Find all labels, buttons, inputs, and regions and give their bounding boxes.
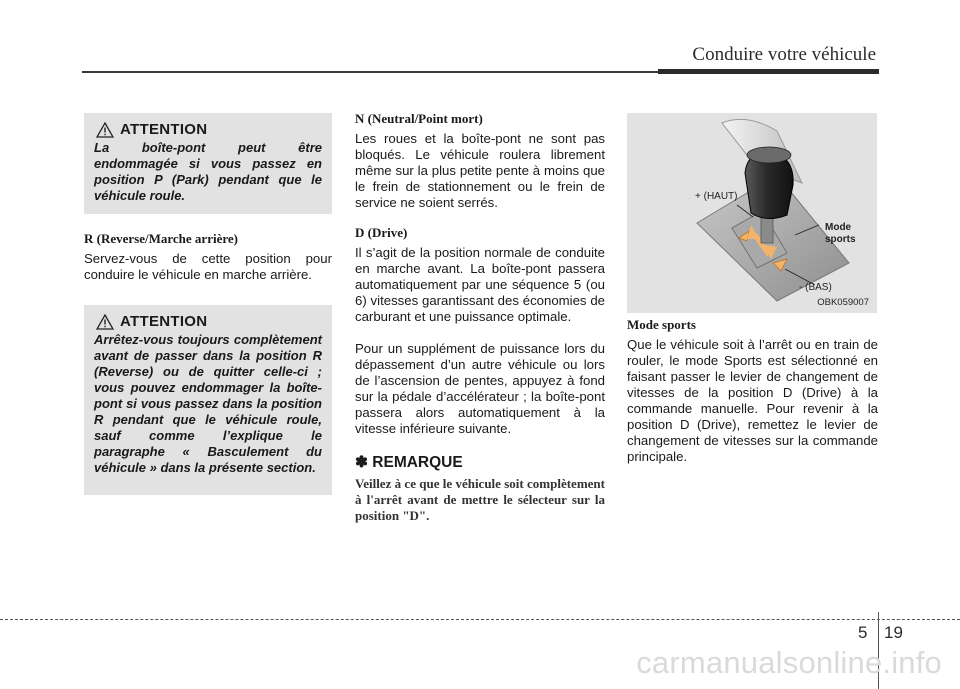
gear-shift-illustration <box>627 113 877 313</box>
attention-title: ATTENTION <box>120 313 208 330</box>
figure-code: OBK059007 <box>817 297 869 308</box>
warning-icon <box>96 122 114 138</box>
attention-title: ATTENTION <box>120 121 208 138</box>
neutral-heading: N (Neutral/Point mort) <box>355 111 483 126</box>
attention-text: La boîte-pont peut être endommagée si vous passez en position P (Park) pendant que le véhicule roule. <box>94 140 322 203</box>
chapter-number: 5 <box>858 623 868 642</box>
attention-box-park <box>84 113 332 214</box>
label-mode: Mode <box>825 222 852 233</box>
sport-text: Que le véhicule soit à l’arrêt ou en train de rouler, le mode Sports est sélectionné en faisant passer le levier de changement de vitesses de la position D (Drive) à la commande manuelle. Pour revenir à la position D (Drive), remettez le levier de changement de vitesses sur la commande principale. <box>627 337 878 464</box>
label-down: - (BAS) <box>799 282 832 293</box>
footer-rule <box>0 619 960 620</box>
left-column <box>84 113 332 495</box>
right-column <box>627 317 878 465</box>
neutral-text: Les roues et la boîte-pont ne sont pas bloqués. Le véhicule roulera librement même sur la plus petite pente à moins que le frein de stationnement ou le frein de service ne soient serrés. <box>355 131 605 210</box>
middle-column <box>355 111 605 524</box>
remark-text: Veillez à ce que le véhicule soit complètement à l'arrêt avant de mettre le sélecteur sur la position "D". <box>355 476 605 523</box>
label-sports: sports <box>825 234 856 245</box>
watermark: carmanualsonline.info <box>636 645 942 680</box>
shift-lever-drawing <box>627 113 877 313</box>
reverse-text: Servez-vous de cette position pour conduire le véhicule en marche arrière. <box>84 251 332 282</box>
warning-icon <box>96 314 114 330</box>
attention-header <box>96 121 324 138</box>
drive-text-kickdown: Pour un supplément de puissance lors du dépassement d’un autre véhicule ou lors de l’ascension de pentes, appuyez à fond sur la pédale d’accélérateur ; la boîte-pont passera alors automatiquement à la vitesse inférieure suivante. <box>355 341 605 436</box>
header-rule-accent <box>658 69 879 74</box>
attention-box-reverse <box>84 305 332 495</box>
drive-heading: D (Drive) <box>355 225 408 240</box>
reverse-heading: R (Reverse/Marche arrière) <box>84 231 238 246</box>
page-header-title: Conduire votre véhicule <box>692 44 876 65</box>
sport-heading: Mode sports <box>627 317 696 332</box>
drive-text: Il s’agit de la position normale de conduite en marche avant. La boîte-pont passera automatiquement par une séquence 5 (ou 6) vitesses garantissant des économies de carburant et une puissance optimale. <box>355 245 605 324</box>
page-number: 19 <box>884 623 903 642</box>
attention-header <box>96 313 324 330</box>
label-up: + (HAUT) <box>695 191 738 202</box>
attention-text: Arrêtez-vous toujours complètement avant de passer dans la position R (Reverse) ou de quitter celle-ci ; vous pouvez endommager la boîte-pont si vous passez dans la position R pendant que le véhicule roule, sauf comme l’explique le paragraphe « Basculement du véhicule » dans la présente section. <box>94 332 322 475</box>
remark-title: ✽ REMARQUE <box>355 454 463 471</box>
reverse-section <box>84 231 332 283</box>
